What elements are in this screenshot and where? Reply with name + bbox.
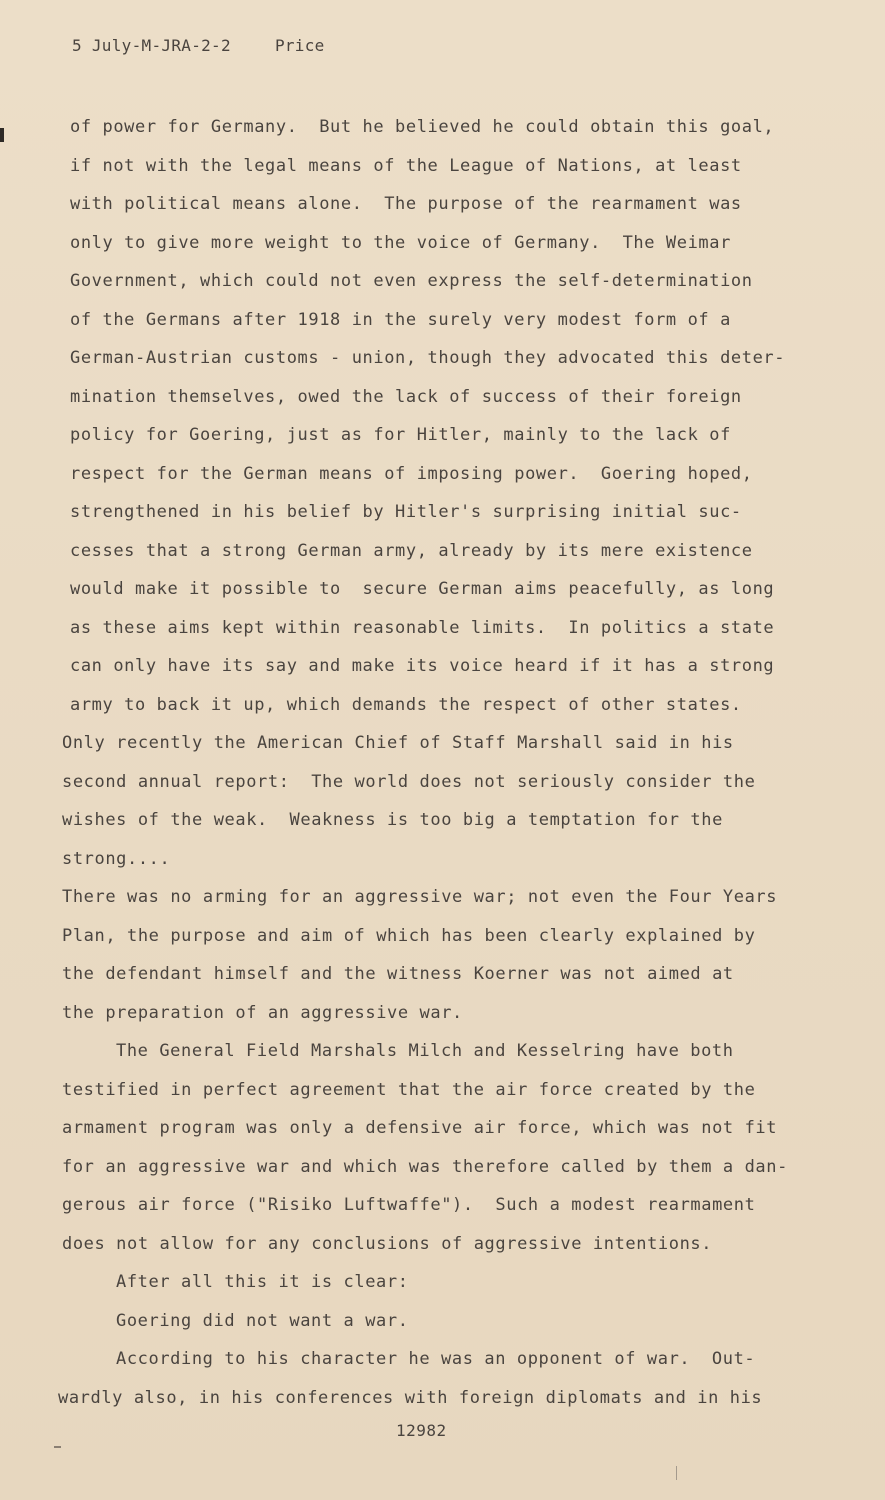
text-line: Government, which could not even express the self-determination [70,271,753,291]
text-line: policy for Goering, just as for Hitler, mainly to the lack of [70,425,731,445]
text-line: Plan, the purpose and aim of which has been clearly explained by [62,925,756,946]
paragraph-5 [58,1302,848,1341]
text-line: Goering did not want a war. [116,1310,409,1331]
paragraph-2 [58,878,848,1032]
text-line: The General Field Marshals Milch and Kesselring have both [116,1041,734,1061]
text-line: German-Austrian customs - union, though they advocated this deter- [70,348,786,368]
text-line: mination themselves, owed the lack of success of their foreign [70,386,742,407]
paragraph-3 [58,1032,848,1263]
text-line: as these aims kept within reasonable limits. In politics a state [70,617,775,638]
text-line: testified in perfect agreement that the air force created by the [62,1079,756,1100]
text-line: After all this it is clear: [116,1272,409,1292]
margin-tick [676,1466,677,1480]
text-line: only to give more weight to the voice of Germany. The Weimar [70,232,731,253]
text-line: armament program was only a defensive air force, which was not fit [62,1118,778,1138]
text-line: Only recently the American Chief of Staff Marshall said in his [62,733,734,753]
text-line: of the Germans after 1918 in the surely very modest form of a [70,309,731,330]
page-header [72,36,325,55]
text-line: if not with the legal means of the League of Nations, at least [70,155,742,176]
text-line: for an aggressive war and which was therefore called by them a dan- [62,1156,788,1177]
text-line: gerous air force ("Risiko Luftwaffe"). Such a modest rearmament [62,1195,756,1215]
header-reference: 5 July-M-JRA-2-2 [72,36,231,55]
margin-dash [54,1446,61,1448]
text-line: of power for Germany. But he believed he could obtain this goal, [70,117,775,137]
document-body [58,108,848,1417]
text-line: wishes of the weak. Weakness is too big a temptation for the [62,810,723,830]
text-line: can only have its say and make its voice heard if it has a strong [70,656,775,676]
text-line: does not allow for any conclusions of aggressive intentions. [62,1233,713,1254]
text-line: the preparation of an aggressive war. [62,1002,463,1023]
paragraph-4 [58,1263,848,1302]
text-line: cesses that a strong German army, already by its mere existence [70,540,753,561]
page-number: 12982 [396,1421,447,1440]
header-speaker: Price [274,36,325,55]
margin-mark [0,128,4,142]
paragraph-6 [58,1340,848,1417]
text-line: strengthened in his belief by Hitler's surprising initial suc- [70,502,742,522]
text-line: There was no arming for an aggressive war; not even the Four Years [62,887,778,907]
text-line: with political means alone. The purpose of the rearmament was [70,194,742,214]
text-line: strong.... [62,848,171,869]
text-line: second annual report: The world does not seriously consider the [62,771,756,792]
text-line: wardly also, in his conferences with foreign diplomats and in his [58,1387,763,1408]
text-line: the defendant himself and the witness Koerner was not aimed at [62,964,734,984]
text-line: would make it possible to secure German aims peacefully, as long [70,579,775,599]
text-line: According to his character he was an opponent of war. Out- [116,1349,756,1369]
text-line: army to back it up, which demands the respect of other states. [70,694,742,715]
text-line: respect for the German means of imposing power. Goering hoped, [70,463,753,484]
paragraph-1 [58,108,848,878]
